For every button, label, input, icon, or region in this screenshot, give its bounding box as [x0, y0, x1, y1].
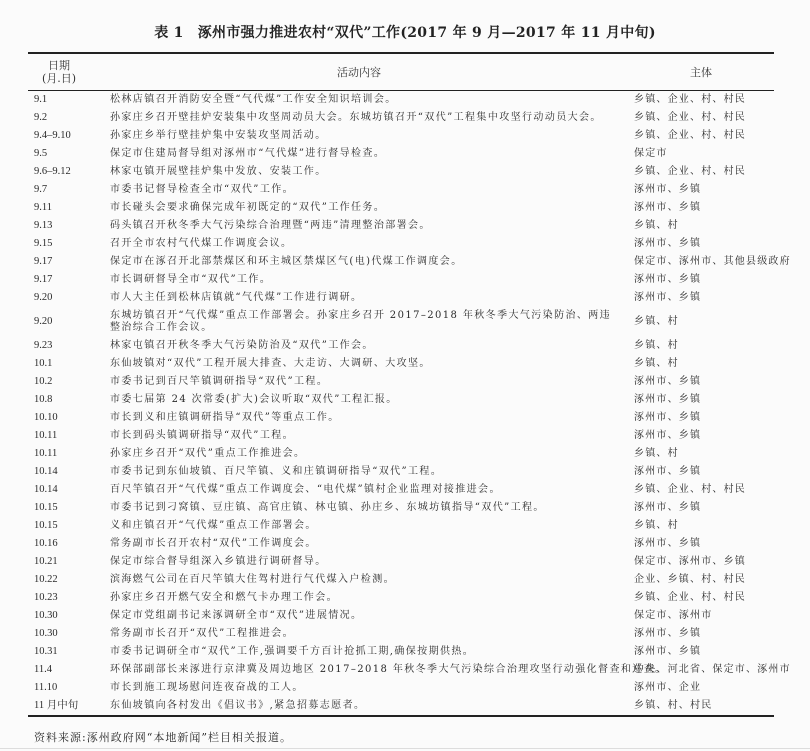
activity-cell: 常务副市长召开“双代”工程推进会。	[110, 628, 295, 639]
date-cell: 10.15	[34, 502, 58, 513]
activity-cell: 市委书记到百尺竿镇调研指导“双代”工程。	[110, 376, 329, 387]
source-note: 资料来源:涿州政府网“本地新闻”栏目相关报道。	[34, 731, 292, 744]
subject-cell: 涿州市、乡镇	[634, 466, 702, 477]
date-cell: 9.4–9.10	[34, 130, 71, 141]
date-cell: 11.10	[34, 682, 58, 693]
table-row	[28, 181, 774, 199]
date-cell: 9.23	[34, 340, 53, 351]
activity-cell: 市委书记到东仙坡镇、百尺竿镇、义和庄镇调研指导“双代”工程。	[110, 466, 443, 477]
activity-cell: 保定市党组副书记来涿调研全市“双代”进展情况。	[110, 610, 363, 621]
table-row	[28, 409, 774, 427]
subject-cell: 乡镇、企业、村、村民	[634, 130, 746, 141]
table-row	[28, 589, 774, 607]
date-cell: 10.30	[34, 628, 58, 639]
table-row	[28, 271, 774, 289]
table-row	[28, 307, 774, 337]
date-cell: 10.14	[34, 484, 58, 495]
date-cell: 9.5	[34, 148, 48, 159]
subject-cell: 乡镇、企业、村、村民	[634, 592, 746, 603]
header-date	[28, 53, 90, 91]
table-row	[28, 661, 774, 679]
subject-cell: 保定市、涿州市、其他县级政府	[634, 256, 791, 267]
date-cell: 10.31	[34, 646, 58, 657]
date-cell: 10.14	[34, 466, 58, 477]
activity-cell: 市委书记调研全市“双代”工作,强调要千方百计抢抓工期,确保按期供热。	[110, 646, 475, 657]
table-row	[28, 679, 774, 697]
activity-cell: 市长到义和庄镇调研指导“双代”等重点工作。	[110, 412, 340, 423]
table-row	[28, 697, 774, 716]
activity-cell: 市长到码头镇调研指导“双代”工程。	[110, 430, 295, 441]
subject-cell: 保定市	[634, 148, 668, 159]
subject-cell: 涿州市、乡镇	[634, 628, 702, 639]
date-cell: 10.8	[34, 394, 53, 405]
subject-cell: 乡镇、企业、村、村民	[634, 112, 746, 123]
table-row	[28, 517, 774, 535]
subject-cell: 保定市、涿州市	[634, 610, 713, 621]
subject-cell: 中央、河北省、保定市、涿州市	[634, 664, 791, 675]
header-date-line1: 日期	[48, 59, 70, 72]
page-divider	[0, 748, 810, 749]
table-header-row	[28, 53, 774, 91]
table-row	[28, 145, 774, 163]
date-cell: 9.13	[34, 220, 53, 231]
activity-cell: 孙家庄乡召开燃气安全和燃气卡办理工作会。	[110, 592, 338, 603]
activity-cell: 保定市综合督导组深入乡镇进行调研督导。	[110, 556, 327, 567]
activity-cell: 滨海燃气公司在百尺竿镇大住驾村进行气代煤入户检测。	[110, 574, 395, 585]
date-cell: 10.30	[34, 610, 58, 621]
date-cell: 9.20	[34, 292, 53, 303]
date-cell: 11.4	[34, 664, 52, 675]
activity-cell: 保定市在涿召开北部禁煤区和环主城区禁煤区气(电)代煤工作调度会。	[110, 256, 463, 267]
table-title-text: 涿州市强力推进农村“双代”工作(2017 年 9 月—2017 年 11 月中旬)	[197, 25, 656, 41]
activity-cell: 市委七届第 24 次常委(扩大)会议听取“双代”工程汇报。	[110, 394, 398, 405]
table-row	[28, 235, 774, 253]
date-cell: 10.23	[34, 592, 58, 603]
activity-cell: 召开全市农村气代煤工作调度会议。	[110, 238, 293, 249]
subject-cell: 涿州市、乡镇	[634, 646, 702, 657]
subject-cell: 涿州市、乡镇	[634, 274, 702, 285]
table-row	[28, 463, 774, 481]
activity-cell: 市长到施工现场慰问连夜奋战的工人。	[110, 682, 304, 693]
subject-cell: 乡镇、村	[634, 340, 679, 351]
header-date-line2: (月.日)	[41, 72, 77, 85]
table-row	[28, 445, 774, 463]
table-row	[28, 607, 774, 625]
subject-cell: 乡镇、企业、村、村民	[634, 484, 746, 495]
subject-cell: 涿州市、企业	[634, 682, 702, 693]
activity-cell: 林家屯镇召开秋冬季大气污染防治及“双代”工作会。	[110, 340, 374, 351]
table-row	[28, 499, 774, 517]
table-row	[28, 553, 774, 571]
date-cell: 10.2	[34, 376, 53, 387]
date-cell: 9.17	[34, 274, 53, 285]
date-cell: 10.1	[34, 358, 53, 369]
activity-cell: 义和庄镇召开“气代煤”重点工作部署会。	[110, 520, 317, 531]
activity-cell: 孙家庄乡召开壁挂炉安装集中攻坚周动员大会。东城坊镇召开“双代”工程集中攻坚行动动员大会。	[110, 112, 602, 123]
table-row	[28, 625, 774, 643]
table-row	[28, 253, 774, 271]
activity-table-container	[28, 52, 791, 717]
table-row	[28, 391, 774, 409]
date-cell: 9.11	[34, 202, 52, 213]
date-cell: 9.17	[34, 256, 53, 267]
table-number: 表 1	[154, 25, 184, 41]
date-cell: 11 月中旬	[28, 697, 90, 716]
subject-cell: 乡镇、村	[634, 520, 679, 531]
subject-cell: 涿州市、乡镇	[634, 412, 702, 423]
table-title	[0, 22, 810, 42]
table-row	[28, 199, 774, 217]
date-cell: 10.16	[34, 538, 58, 549]
date-cell: 10.21	[34, 556, 58, 567]
date-cell: 10.10	[34, 412, 58, 423]
date-cell: 10.11	[34, 430, 58, 441]
subject-cell: 乡镇、村、村民	[628, 697, 774, 716]
activity-cell: 环保部副部长来涿进行京津冀及周边地区 2017–2018 年秋冬季大气污染综合治理攻坚行动强化督查和巡查。	[110, 664, 667, 675]
subject-cell: 涿州市、乡镇	[634, 502, 702, 513]
activity-cell: 东城坊镇召开“气代煤”重点工作部署会。孙家庄乡召开 2017–2018 年秋冬季大气污染防治、两违整治综合工作会议。	[110, 310, 612, 333]
activity-cell: 孙家庄乡举行壁挂炉集中安装攻坚周活动。	[110, 130, 327, 141]
table-row	[28, 91, 774, 110]
table-row	[28, 535, 774, 553]
date-cell: 9.6–9.12	[34, 166, 71, 177]
table-row	[28, 217, 774, 235]
activity-cell: 保定市住建局督导组对涿州市“气代煤”进行督导检查。	[110, 148, 386, 159]
table-row	[28, 427, 774, 445]
activity-cell: 常务副市长召开农村“双代”工作调度会。	[110, 538, 317, 549]
subject-cell: 乡镇、企业、村、村民	[634, 94, 746, 105]
activity-cell: 市长碰头会要求确保完成年初既定的“双代”工作任务。	[110, 202, 386, 213]
subject-cell: 涿州市、乡镇	[634, 184, 702, 195]
table-row	[28, 571, 774, 589]
subject-cell: 乡镇、企业、村、村民	[634, 166, 746, 177]
subject-cell: 企业、乡镇、村、村民	[634, 574, 746, 585]
table-row	[28, 337, 774, 355]
date-cell: 10.22	[34, 574, 58, 585]
subject-cell: 涿州市、乡镇	[634, 376, 702, 387]
subject-cell: 涿州市、乡镇	[634, 292, 702, 303]
subject-cell: 涿州市、乡镇	[634, 430, 702, 441]
activity-cell: 码头镇召开秋冬季大气污染综合治理暨“两违”清理整治部署会。	[110, 220, 431, 231]
header-subject: 主体	[628, 53, 774, 91]
activity-cell: 孙家庄乡召开“双代”重点工作推进会。	[110, 448, 306, 459]
activity-cell: 东仙坡镇向各村发出《倡议书》,紧急招募志愿者。	[90, 697, 628, 716]
subject-cell: 涿州市、乡镇	[634, 394, 702, 405]
table-row	[28, 289, 774, 307]
date-cell: 10.15	[34, 520, 58, 531]
subject-cell: 涿州市、乡镇	[634, 238, 702, 249]
table-body	[28, 91, 791, 717]
subject-cell: 涿州市、乡镇	[634, 202, 702, 213]
date-cell: 10.11	[34, 448, 58, 459]
date-cell: 9.2	[34, 112, 48, 123]
table-row	[28, 163, 774, 181]
header-activity: 活动内容	[90, 53, 628, 91]
activity-cell: 松林店镇召开消防安全暨“气代煤”工作安全知识培训会。	[110, 94, 397, 105]
table-row	[28, 109, 774, 127]
activity-cell: 市委书记督导检查全市“双代”工作。	[110, 184, 295, 195]
date-cell: 9.1	[34, 94, 48, 105]
subject-cell: 保定市、涿州市、乡镇	[634, 556, 746, 567]
table-row	[28, 355, 774, 373]
activity-cell: 东仙坡镇对“双代”工程开展大排查、大走访、大调研、大攻坚。	[110, 358, 431, 369]
activity-cell: 林家屯镇开展壁挂炉集中发放、安装工作。	[110, 166, 327, 177]
date-cell: 9.7	[34, 184, 48, 195]
activity-table	[28, 52, 791, 717]
subject-cell: 乡镇、村	[634, 316, 679, 327]
subject-cell: 乡镇、村	[634, 220, 679, 231]
table-row	[28, 373, 774, 391]
table-row	[28, 643, 774, 661]
table-row	[28, 481, 774, 499]
date-cell: 9.20	[34, 316, 53, 327]
activity-cell: 市人大主任到松林店镇就“气代煤”工作进行调研。	[110, 292, 363, 303]
subject-cell: 涿州市、乡镇	[634, 538, 702, 549]
activity-cell: 市委书记到刁窝镇、豆庄镇、高官庄镇、林屯镇、孙庄乡、东城坊镇指导“双代”工程。	[110, 502, 545, 513]
subject-cell: 乡镇、村	[634, 448, 679, 459]
activity-cell: 百尺竿镇召开“气代煤”重点工作调度会、“电代煤”镇村企业监理对接推进会。	[110, 484, 501, 495]
date-cell: 9.15	[34, 238, 53, 249]
subject-cell: 乡镇、村	[634, 358, 679, 369]
activity-cell: 市长调研督导全市“双代”工作。	[110, 274, 272, 285]
table-row	[28, 127, 774, 145]
